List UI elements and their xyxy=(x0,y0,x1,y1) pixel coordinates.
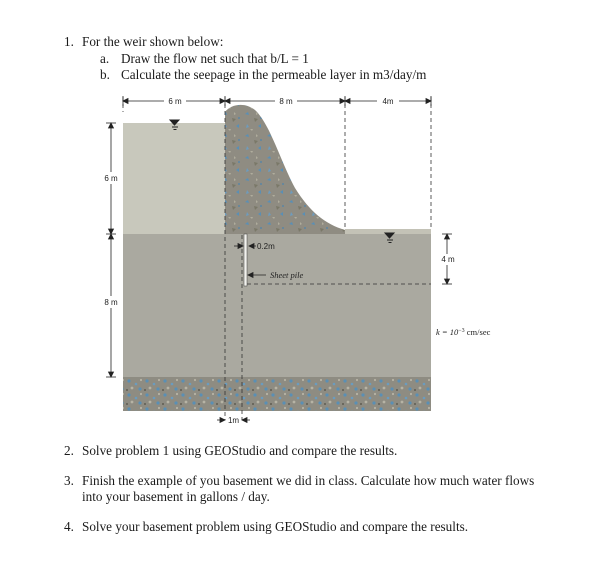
k-units: cm/sec xyxy=(464,327,491,337)
question-3 xyxy=(64,473,535,489)
permeable-layer xyxy=(123,234,431,377)
dim-6m-left: 6 m xyxy=(104,174,118,183)
question-1-text: For the weir shown below: xyxy=(82,34,224,49)
dim-8m-left: 8 m xyxy=(104,298,118,307)
left-dimension-line xyxy=(106,123,116,377)
question-2-text: Solve problem 1 using GEOStudio and compare the results. xyxy=(82,443,398,458)
sheet-pile-label: Sheet pile xyxy=(270,270,304,280)
question-3-line-2: into your basement in gallons / day. xyxy=(82,489,270,504)
question-3-line-1: Finish the example of you basement we did in class. Calculate how much water flows xyxy=(82,473,535,488)
permeability-label xyxy=(436,327,491,337)
dim-1m: 1m xyxy=(227,416,240,425)
question-3-number: 3. xyxy=(64,473,74,488)
upstream-water xyxy=(123,123,225,234)
dim-02m: 0.2m xyxy=(257,242,275,251)
sheet-pile xyxy=(244,234,247,286)
impermeable-base xyxy=(123,377,431,411)
k-label: k = 10 xyxy=(436,327,459,337)
dim-4m-top: 4m xyxy=(382,97,394,106)
question-1a-text: Draw the flow net such that b/L = 1 xyxy=(121,51,309,66)
dim-8m-top: 8 m xyxy=(279,97,293,106)
k-exponent: −3 xyxy=(458,328,465,334)
question-2 xyxy=(64,443,398,459)
question-1b-letter: b. xyxy=(100,67,110,82)
question-2-number: 2. xyxy=(64,443,74,458)
dim-6m-top: 6 m xyxy=(168,97,182,106)
question-1-number: 1. xyxy=(64,34,74,49)
weir-body xyxy=(225,105,345,234)
question-4-number: 4. xyxy=(64,519,74,534)
question-4 xyxy=(64,519,469,535)
question-4-text: Solve your basement problem using GEOStudio and compare the results. xyxy=(82,519,469,534)
question-1a-letter: a. xyxy=(100,51,110,66)
question-1b-text: Calculate the seepage in the permeable layer in m3/day/m xyxy=(121,67,427,82)
dim-4m-right: 4 m xyxy=(441,255,455,264)
